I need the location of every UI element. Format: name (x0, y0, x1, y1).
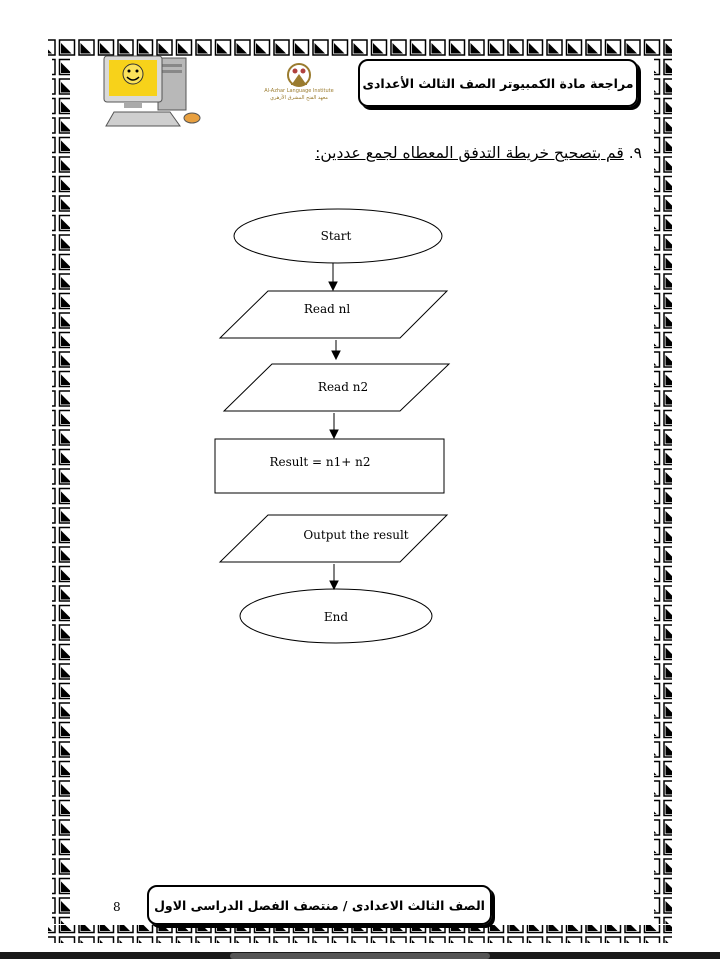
process-label: Result = n1+ n2 (269, 455, 371, 469)
end-label: End (323, 610, 349, 624)
output-label: Output the result (303, 528, 409, 542)
read-n1-label: Read nl (303, 302, 351, 316)
header-title: مراجعة مادة الكمبيوتر الصف الثالث الأعدادى (362, 75, 634, 91)
footer-text: الصف الثالث الاعدادى / منتصف الفصل الدراسى الاول (154, 897, 485, 913)
footer-box (147, 885, 492, 925)
scroll-indicator[interactable] (230, 953, 490, 959)
question-number: ٩. (628, 144, 642, 162)
start-label: Start (320, 229, 352, 243)
logo-caption-english: Al-Azhar Language Institute (264, 88, 334, 94)
logo-caption-arabic: معهد الفتح المشرق الأزهري (270, 95, 328, 101)
question-text: قم بتصحيح خريطة التدفق المعطاه لجمع عددين: (315, 144, 624, 162)
page-number: 8 (113, 900, 121, 914)
read-n2-label: Read n2 (317, 380, 369, 394)
